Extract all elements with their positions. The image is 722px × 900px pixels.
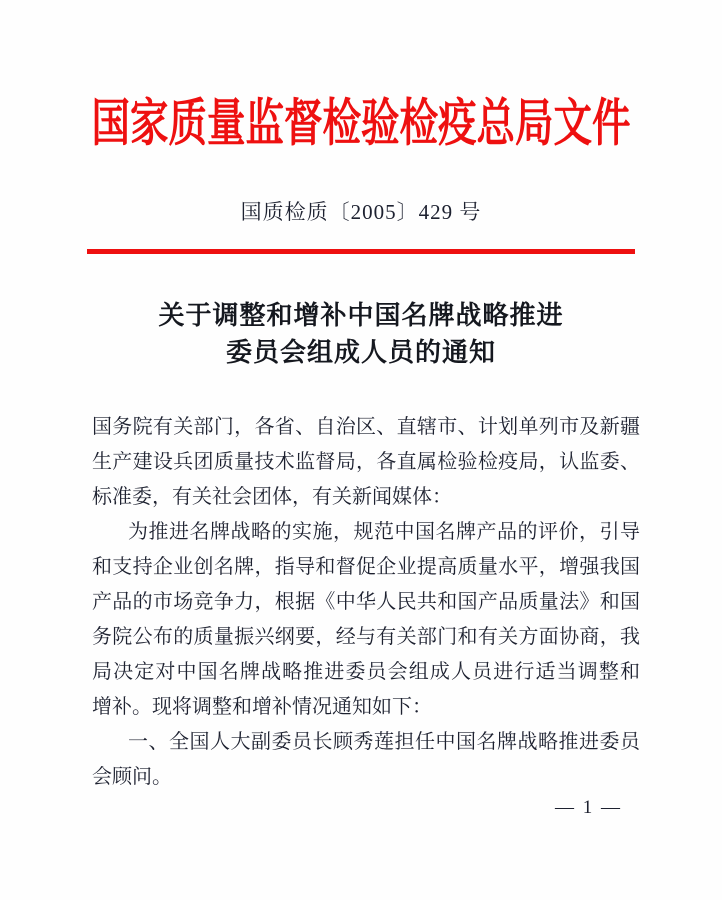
document-number: 国质检质〔2005〕429 号 bbox=[240, 200, 482, 224]
body-line: 生产建设兵团质量技术监督局，各直属检验检疫局，认监委、 bbox=[92, 451, 640, 473]
body-line: 国务院有关部门，各省、自治区、直辖市、计划单列市及新疆 bbox=[92, 416, 640, 438]
body-line: 标准委，有关社会团体，有关新闻媒体： bbox=[92, 486, 452, 508]
issuing-agency-banner: 国家质量监督检验检疫总局文件 bbox=[91, 94, 631, 152]
body-line: 一、全国人大副委员长顾秀莲担任中国名牌战略推进委员 bbox=[128, 731, 640, 753]
document-title-line1: 关于调整和增补中国名牌战略推进 bbox=[158, 301, 564, 330]
body-line: 为推进名牌战略的实施，规范中国名牌产品的评价，引导 bbox=[128, 521, 640, 543]
document-title bbox=[0, 297, 722, 371]
body-line: 和支持企业创名牌，指导和督促企业提高质量水平，增强我国 bbox=[92, 556, 640, 578]
body-line: 产品的市场竞争力，根据《中华人民共和国产品质量法》和国 bbox=[92, 591, 640, 613]
body-line: 务院公布的质量振兴纲要，经与有关部门和有关方面协商，我 bbox=[92, 626, 640, 648]
body-line: 增补。现将调整和增补情况通知如下： bbox=[92, 696, 432, 718]
page-number: — 1 — bbox=[555, 797, 622, 818]
body-line: 局决定对中国名牌战略推进委员会组成人员进行适当调整和 bbox=[92, 661, 640, 683]
document-title-line2: 委员会组成人员的通知 bbox=[225, 338, 496, 367]
document-body bbox=[92, 410, 640, 795]
body-line: 会顾问。 bbox=[92, 766, 172, 788]
red-divider-line bbox=[87, 249, 635, 254]
